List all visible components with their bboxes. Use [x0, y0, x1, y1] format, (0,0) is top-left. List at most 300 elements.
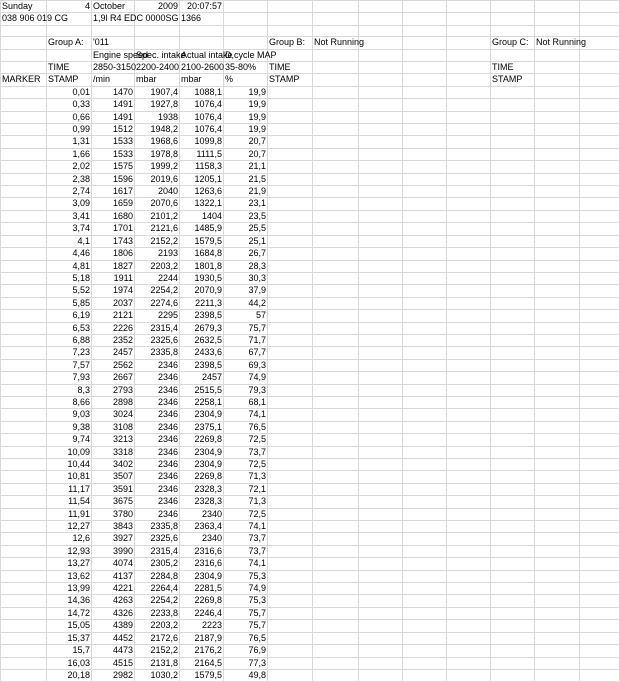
- cell-marker[interactable]: [1, 645, 47, 657]
- cell-dcycle-map[interactable]: 21,1: [224, 161, 268, 173]
- cell-marker[interactable]: [1, 384, 47, 396]
- cell-actual-intake[interactable]: 2176,2: [180, 645, 224, 657]
- cell-marker[interactable]: [1, 148, 47, 160]
- cell-empty[interactable]: [491, 372, 535, 384]
- cell-dcycle-map[interactable]: 75,7: [224, 607, 268, 619]
- cell-engine-speed[interactable]: 1533: [92, 148, 135, 160]
- cell-empty[interactable]: [403, 322, 447, 334]
- cell-empty[interactable]: [535, 483, 580, 495]
- cell-empty[interactable]: [403, 409, 447, 421]
- cell-empty[interactable]: [359, 99, 403, 111]
- cell-empty[interactable]: [447, 297, 491, 309]
- cell-empty[interactable]: [447, 545, 491, 557]
- cell-empty[interactable]: [268, 322, 313, 334]
- cell-empty[interactable]: [580, 533, 620, 545]
- cell-empty[interactable]: [313, 483, 359, 495]
- cell-empty[interactable]: [447, 322, 491, 334]
- cell-empty[interactable]: [359, 632, 403, 644]
- cell-actual-intake[interactable]: 2340: [180, 533, 224, 545]
- cell-empty[interactable]: [313, 372, 359, 384]
- cell-empty[interactable]: [535, 583, 580, 595]
- cell-time-stamp[interactable]: 0,99: [47, 124, 92, 136]
- cell-empty[interactable]: [535, 669, 580, 681]
- cell-empty[interactable]: [491, 421, 535, 433]
- cell-time-stamp[interactable]: 0,66: [47, 111, 92, 123]
- cell-empty[interactable]: [313, 570, 359, 582]
- cell-marker[interactable]: [1, 620, 47, 632]
- cell-empty[interactable]: [313, 322, 359, 334]
- cell-engine-speed[interactable]: 4473: [92, 645, 135, 657]
- cell-empty[interactable]: [580, 421, 620, 433]
- cell-time-stamp[interactable]: 0,33: [47, 99, 92, 111]
- cell-empty[interactable]: [359, 74, 403, 86]
- cell-empty[interactable]: [447, 595, 491, 607]
- cell-empty[interactable]: [359, 583, 403, 595]
- cell-time-stamp[interactable]: 12,6: [47, 533, 92, 545]
- cell-spec-intake[interactable]: 2284,8: [135, 570, 180, 582]
- cell-empty[interactable]: [268, 545, 313, 557]
- cell-empty[interactable]: [268, 272, 313, 284]
- cell-empty[interactable]: [535, 545, 580, 557]
- cell-empty[interactable]: [535, 62, 580, 74]
- cell-empty[interactable]: [447, 161, 491, 173]
- cell-empty[interactable]: [580, 148, 620, 160]
- cell-time-stamp[interactable]: 12,27: [47, 521, 92, 533]
- cell-dcycle-map[interactable]: 19,9: [224, 124, 268, 136]
- cell-empty[interactable]: [580, 25, 620, 36]
- cell-time-stamp[interactable]: 11,54: [47, 496, 92, 508]
- cell-actual-intake[interactable]: 2433,6: [180, 347, 224, 359]
- cell-empty[interactable]: [359, 384, 403, 396]
- cell-empty[interactable]: [580, 384, 620, 396]
- cell-actual-intake[interactable]: 1263,6: [180, 186, 224, 198]
- cell-empty[interactable]: [268, 632, 313, 644]
- cell-time-stamp[interactable]: 14,36: [47, 595, 92, 607]
- cell-marker[interactable]: [1, 111, 47, 123]
- cell-spec-intake[interactable]: 1978,8: [135, 148, 180, 160]
- cell-empty[interactable]: [313, 310, 359, 322]
- cell-empty[interactable]: [313, 111, 359, 123]
- cell-empty[interactable]: [268, 508, 313, 520]
- cell-empty[interactable]: [535, 347, 580, 359]
- cell-actual-intake[interactable]: 2304,9: [180, 459, 224, 471]
- cell-empty[interactable]: [403, 285, 447, 297]
- cell-time-stamp[interactable]: 4,46: [47, 248, 92, 260]
- cell-empty[interactable]: [268, 583, 313, 595]
- cell-actual-intake[interactable]: 2679,3: [180, 322, 224, 334]
- cell-spec-intake[interactable]: 2346: [135, 471, 180, 483]
- cell-empty[interactable]: [135, 25, 180, 36]
- cell-empty[interactable]: [535, 607, 580, 619]
- cell-actual-intake[interactable]: 2328,3: [180, 483, 224, 495]
- cell-empty[interactable]: [313, 459, 359, 471]
- cell-dcycle-map[interactable]: 75,3: [224, 595, 268, 607]
- cell-empty[interactable]: [268, 310, 313, 322]
- cell-empty[interactable]: [313, 421, 359, 433]
- cell-empty[interactable]: [447, 37, 491, 49]
- cell-empty[interactable]: [447, 421, 491, 433]
- cell-empty[interactable]: [268, 248, 313, 260]
- cell-empty[interactable]: [580, 99, 620, 111]
- cell-empty[interactable]: [447, 310, 491, 322]
- cell-time-stamp[interactable]: 3,74: [47, 223, 92, 235]
- cell-empty[interactable]: [313, 186, 359, 198]
- cell-empty[interactable]: [580, 111, 620, 123]
- cell-empty[interactable]: [313, 620, 359, 632]
- cell-dcycle-map[interactable]: 49,8: [224, 669, 268, 681]
- cell-engine-speed[interactable]: 4263: [92, 595, 135, 607]
- cell-empty[interactable]: [580, 49, 620, 61]
- cell-time-stamp[interactable]: 13,27: [47, 558, 92, 570]
- cell-engine-speed[interactable]: 1533: [92, 136, 135, 148]
- cell-empty[interactable]: [403, 136, 447, 148]
- cell-time-stamp[interactable]: 9,38: [47, 421, 92, 433]
- cell-time-stamp[interactable]: 12,93: [47, 545, 92, 557]
- cell-spec-intake[interactable]: 2121,6: [135, 223, 180, 235]
- cell-empty[interactable]: [447, 632, 491, 644]
- cell-empty[interactable]: [491, 198, 535, 210]
- cell-empty[interactable]: [447, 384, 491, 396]
- cell-actual-intake[interactable]: 1579,5: [180, 235, 224, 247]
- cell-dcycle-map[interactable]: 76,5: [224, 632, 268, 644]
- cell-empty[interactable]: [403, 533, 447, 545]
- cell-empty[interactable]: [580, 372, 620, 384]
- cell-empty[interactable]: [580, 459, 620, 471]
- cell-engine-speed[interactable]: 3213: [92, 434, 135, 446]
- cell-empty[interactable]: [403, 334, 447, 346]
- cell-month[interactable]: October: [92, 1, 135, 13]
- cell-empty[interactable]: [447, 186, 491, 198]
- cell-engine-speed[interactable]: 3318: [92, 446, 135, 458]
- cell-empty[interactable]: [180, 25, 224, 36]
- cell-empty[interactable]: [491, 496, 535, 508]
- cell-empty[interactable]: [491, 607, 535, 619]
- cell-marker[interactable]: [1, 471, 47, 483]
- cell-empty[interactable]: [268, 198, 313, 210]
- cell-empty[interactable]: [403, 25, 447, 36]
- cell-empty[interactable]: [491, 508, 535, 520]
- cell-empty[interactable]: [580, 657, 620, 669]
- cell-marker[interactable]: [1, 186, 47, 198]
- cell-empty[interactable]: [403, 657, 447, 669]
- cell-empty[interactable]: [535, 99, 580, 111]
- cell-empty[interactable]: [535, 161, 580, 173]
- cell-empty[interactable]: [535, 657, 580, 669]
- cell-empty[interactable]: [313, 99, 359, 111]
- cell-empty[interactable]: [359, 669, 403, 681]
- cell-empty[interactable]: [535, 359, 580, 371]
- cell-empty[interactable]: [359, 508, 403, 520]
- cell-empty[interactable]: [359, 595, 403, 607]
- cell-empty[interactable]: [447, 459, 491, 471]
- cell-actual-intake[interactable]: 2457: [180, 372, 224, 384]
- cell-empty[interactable]: [403, 13, 447, 25]
- cell-empty[interactable]: [268, 347, 313, 359]
- cell-empty[interactable]: [403, 607, 447, 619]
- cell-empty[interactable]: [313, 583, 359, 595]
- cell-empty[interactable]: [359, 657, 403, 669]
- cell-spec-intake[interactable]: 2254,2: [135, 595, 180, 607]
- cell-empty[interactable]: [491, 25, 535, 36]
- cell-empty[interactable]: [535, 322, 580, 334]
- cell-empty[interactable]: [580, 508, 620, 520]
- cell-actual-intake[interactable]: 2340: [180, 508, 224, 520]
- cell-time-stamp[interactable]: 0,01: [47, 86, 92, 98]
- cell-empty[interactable]: [403, 545, 447, 557]
- cell-time-b-label[interactable]: TIME: [268, 62, 313, 74]
- cell-empty[interactable]: [403, 99, 447, 111]
- cell-empty[interactable]: [535, 260, 580, 272]
- cell-empty[interactable]: [268, 595, 313, 607]
- cell-empty[interactable]: [491, 322, 535, 334]
- cell-actual-intake[interactable]: 1404: [180, 210, 224, 222]
- cell-empty[interactable]: [1, 62, 47, 74]
- cell-empty[interactable]: [447, 409, 491, 421]
- cell-empty[interactable]: [447, 49, 491, 61]
- cell-engine[interactable]: 1,9l R4 EDC 0000SG: [93, 13, 179, 24]
- cell-dcycle-map[interactable]: 72,5: [224, 434, 268, 446]
- cell-empty[interactable]: [403, 558, 447, 570]
- cell-dcycle-map[interactable]: 74,9: [224, 583, 268, 595]
- cell-dcycle-map[interactable]: 73,7: [224, 545, 268, 557]
- cell-empty[interactable]: [580, 285, 620, 297]
- cell-marker[interactable]: [1, 421, 47, 433]
- cell-empty[interactable]: [447, 396, 491, 408]
- cell-empty[interactable]: [313, 434, 359, 446]
- cell-engine-speed[interactable]: 4221: [92, 583, 135, 595]
- cell-empty[interactable]: [313, 272, 359, 284]
- cell-spec-intake[interactable]: 2346: [135, 508, 180, 520]
- cell-empty[interactable]: [580, 446, 620, 458]
- cell-empty[interactable]: [268, 471, 313, 483]
- cell-dcycle-map[interactable]: 57: [224, 310, 268, 322]
- cell-empty[interactable]: [268, 99, 313, 111]
- cell-marker[interactable]: [1, 334, 47, 346]
- cell-empty[interactable]: [403, 297, 447, 309]
- cell-empty[interactable]: [403, 124, 447, 136]
- cell-engine-speed[interactable]: 3507: [92, 471, 135, 483]
- cell-empty[interactable]: [491, 210, 535, 222]
- cell-empty[interactable]: [491, 1, 535, 13]
- cell-actual-intake[interactable]: 1099,8: [180, 136, 224, 148]
- cell-dcycle-map[interactable]: 28,3: [224, 260, 268, 272]
- cell-empty[interactable]: [403, 384, 447, 396]
- cell-time-stamp[interactable]: 7,23: [47, 347, 92, 359]
- cell-empty[interactable]: [447, 533, 491, 545]
- cell-empty[interactable]: [403, 508, 447, 520]
- cell-empty[interactable]: [580, 409, 620, 421]
- cell-empty[interactable]: [447, 669, 491, 681]
- cell-marker[interactable]: [1, 669, 47, 681]
- cell-empty[interactable]: [403, 359, 447, 371]
- cell-empty[interactable]: [447, 99, 491, 111]
- cell-group-b-label[interactable]: Group B:: [268, 37, 313, 49]
- cell-empty[interactable]: [403, 396, 447, 408]
- cell-engine-speed[interactable]: 1911: [92, 272, 135, 284]
- cell-empty[interactable]: [447, 570, 491, 582]
- cell-empty[interactable]: [447, 645, 491, 657]
- cell-empty[interactable]: [447, 86, 491, 98]
- cell-empty[interactable]: [535, 384, 580, 396]
- cell-spec-intake[interactable]: 2019,6: [135, 173, 180, 185]
- cell-spec-intake[interactable]: 2346: [135, 421, 180, 433]
- cell-empty[interactable]: [580, 558, 620, 570]
- cell-empty[interactable]: [403, 645, 447, 657]
- cell-empty[interactable]: [491, 260, 535, 272]
- cell-empty[interactable]: [491, 86, 535, 98]
- cell-spec-intake[interactable]: 1999,2: [135, 161, 180, 173]
- cell-empty[interactable]: [580, 521, 620, 533]
- cell-spec-intake[interactable]: 1948,2: [135, 124, 180, 136]
- cell-empty[interactable]: [491, 533, 535, 545]
- cell-day-num[interactable]: 4: [47, 1, 92, 13]
- cell-empty[interactable]: [359, 446, 403, 458]
- cell-empty[interactable]: [359, 533, 403, 545]
- cell-empty[interactable]: [313, 359, 359, 371]
- cell-time-stamp[interactable]: 20,18: [47, 669, 92, 681]
- cell-empty[interactable]: [403, 669, 447, 681]
- cell-engine-speed[interactable]: 1617: [92, 186, 135, 198]
- cell-empty[interactable]: [403, 210, 447, 222]
- cell-empty[interactable]: [535, 632, 580, 644]
- cell-empty[interactable]: [268, 111, 313, 123]
- cell-empty[interactable]: [359, 310, 403, 322]
- cell-dcycle-map[interactable]: 72,1: [224, 483, 268, 495]
- cell-empty[interactable]: [491, 521, 535, 533]
- cell-empty[interactable]: [313, 49, 359, 61]
- cell-empty[interactable]: [359, 124, 403, 136]
- cell-empty[interactable]: [535, 508, 580, 520]
- cell-empty[interactable]: [491, 434, 535, 446]
- cell-time-stamp[interactable]: 2,02: [47, 161, 92, 173]
- cell-marker[interactable]: [1, 210, 47, 222]
- cell-empty[interactable]: [359, 421, 403, 433]
- cell-dcycle-map[interactable]: 73,7: [224, 446, 268, 458]
- cell-empty[interactable]: [313, 62, 359, 74]
- cell-marker[interactable]: [1, 396, 47, 408]
- cell-empty[interactable]: [268, 186, 313, 198]
- cell-empty[interactable]: [403, 62, 447, 74]
- cell-spec-intake[interactable]: 2346: [135, 372, 180, 384]
- cell-empty[interactable]: [135, 37, 180, 49]
- cell-empty[interactable]: [359, 347, 403, 359]
- cell-dcycle-map[interactable]: 76,5: [224, 421, 268, 433]
- cell-empty[interactable]: [491, 173, 535, 185]
- cell-dcycle-map[interactable]: 26,7: [224, 248, 268, 260]
- cell-actual-intake[interactable]: 2632,5: [180, 334, 224, 346]
- cell-actual-intake[interactable]: 1579,5: [180, 669, 224, 681]
- cell-empty[interactable]: [535, 446, 580, 458]
- cell-empty[interactable]: [491, 161, 535, 173]
- cell-actual-intake[interactable]: 1076,4: [180, 99, 224, 111]
- cell-empty[interactable]: [491, 272, 535, 284]
- cell-actual-intake[interactable]: 2258,1: [180, 396, 224, 408]
- cell-empty[interactable]: [359, 186, 403, 198]
- cell-marker[interactable]: [1, 248, 47, 260]
- cell-empty[interactable]: [580, 334, 620, 346]
- cell-marker[interactable]: [1, 657, 47, 669]
- cell-empty[interactable]: [447, 657, 491, 669]
- cell-dcycle-map[interactable]: 72,5: [224, 459, 268, 471]
- cell-marker[interactable]: [1, 223, 47, 235]
- cell-engine-speed[interactable]: 3024: [92, 409, 135, 421]
- cell-empty[interactable]: [359, 260, 403, 272]
- cell-dcycle-map[interactable]: 21,5: [224, 173, 268, 185]
- cell-empty[interactable]: [268, 570, 313, 582]
- cell-empty[interactable]: [359, 396, 403, 408]
- cell-time-stamp[interactable]: 2,38: [47, 173, 92, 185]
- cell-dcycle-map[interactable]: 20,7: [224, 148, 268, 160]
- cell-empty[interactable]: [268, 136, 313, 148]
- cell-empty[interactable]: [580, 248, 620, 260]
- cell-empty[interactable]: [268, 409, 313, 421]
- cell-empty[interactable]: [580, 496, 620, 508]
- cell-empty[interactable]: [491, 49, 535, 61]
- cell-empty[interactable]: [535, 334, 580, 346]
- cell-empty[interactable]: [580, 583, 620, 595]
- cell-marker[interactable]: [1, 161, 47, 173]
- cell-marker[interactable]: [1, 446, 47, 458]
- cell-empty[interactable]: [580, 595, 620, 607]
- cell-empty[interactable]: [535, 297, 580, 309]
- cell-empty[interactable]: [535, 272, 580, 284]
- cell-ident[interactable]: 038 906 019 CG: [2, 13, 69, 24]
- cell-actual-intake[interactable]: 2269,8: [180, 434, 224, 446]
- cell-engine-speed[interactable]: 1701: [92, 223, 135, 235]
- cell-empty[interactable]: [580, 235, 620, 247]
- cell-time-stamp[interactable]: 2,74: [47, 186, 92, 198]
- cell-engine-speed[interactable]: 1827: [92, 260, 135, 272]
- cell-empty[interactable]: [580, 198, 620, 210]
- cell-spec-intake[interactable]: 2203,2: [135, 620, 180, 632]
- cell-empty[interactable]: [447, 334, 491, 346]
- cell-empty[interactable]: [313, 25, 359, 36]
- cell-empty[interactable]: [491, 148, 535, 160]
- cell-unit-dcycle-map[interactable]: %: [224, 74, 268, 86]
- cell-engine-speed[interactable]: 2352: [92, 334, 135, 346]
- cell-empty[interactable]: [535, 248, 580, 260]
- cell-empty[interactable]: [447, 13, 491, 25]
- cell-time-stamp[interactable]: 5,52: [47, 285, 92, 297]
- cell-dcycle-map[interactable]: 71,7: [224, 334, 268, 346]
- cell-marker[interactable]: [1, 595, 47, 607]
- cell-actual-intake[interactable]: 2211,3: [180, 297, 224, 309]
- cell-empty[interactable]: [580, 434, 620, 446]
- cell-empty[interactable]: [491, 334, 535, 346]
- cell-empty[interactable]: [268, 446, 313, 458]
- cell-dcycle-map[interactable]: 19,9: [224, 99, 268, 111]
- cell-empty[interactable]: [491, 111, 535, 123]
- cell-empty[interactable]: [268, 359, 313, 371]
- cell-spec-intake[interactable]: 2070,6: [135, 198, 180, 210]
- cell-time-stamp[interactable]: 4,1: [47, 235, 92, 247]
- cell-empty[interactable]: [359, 322, 403, 334]
- cell-engine-speed[interactable]: 4515: [92, 657, 135, 669]
- cell-empty[interactable]: [359, 545, 403, 557]
- cell-empty[interactable]: [535, 198, 580, 210]
- cell-marker[interactable]: [1, 322, 47, 334]
- cell-dcycle-map[interactable]: 74,1: [224, 558, 268, 570]
- cell-group-a-label[interactable]: Group A:: [47, 37, 92, 49]
- cell-empty[interactable]: [491, 558, 535, 570]
- cell-actual-intake[interactable]: 1076,4: [180, 111, 224, 123]
- cell-marker[interactable]: [1, 235, 47, 247]
- cell-col-name-engine-speed[interactable]: Engine speed: [93, 49, 149, 60]
- cell-empty[interactable]: [268, 372, 313, 384]
- cell-empty[interactable]: [313, 285, 359, 297]
- cell-empty[interactable]: [535, 136, 580, 148]
- cell-marker[interactable]: [1, 136, 47, 148]
